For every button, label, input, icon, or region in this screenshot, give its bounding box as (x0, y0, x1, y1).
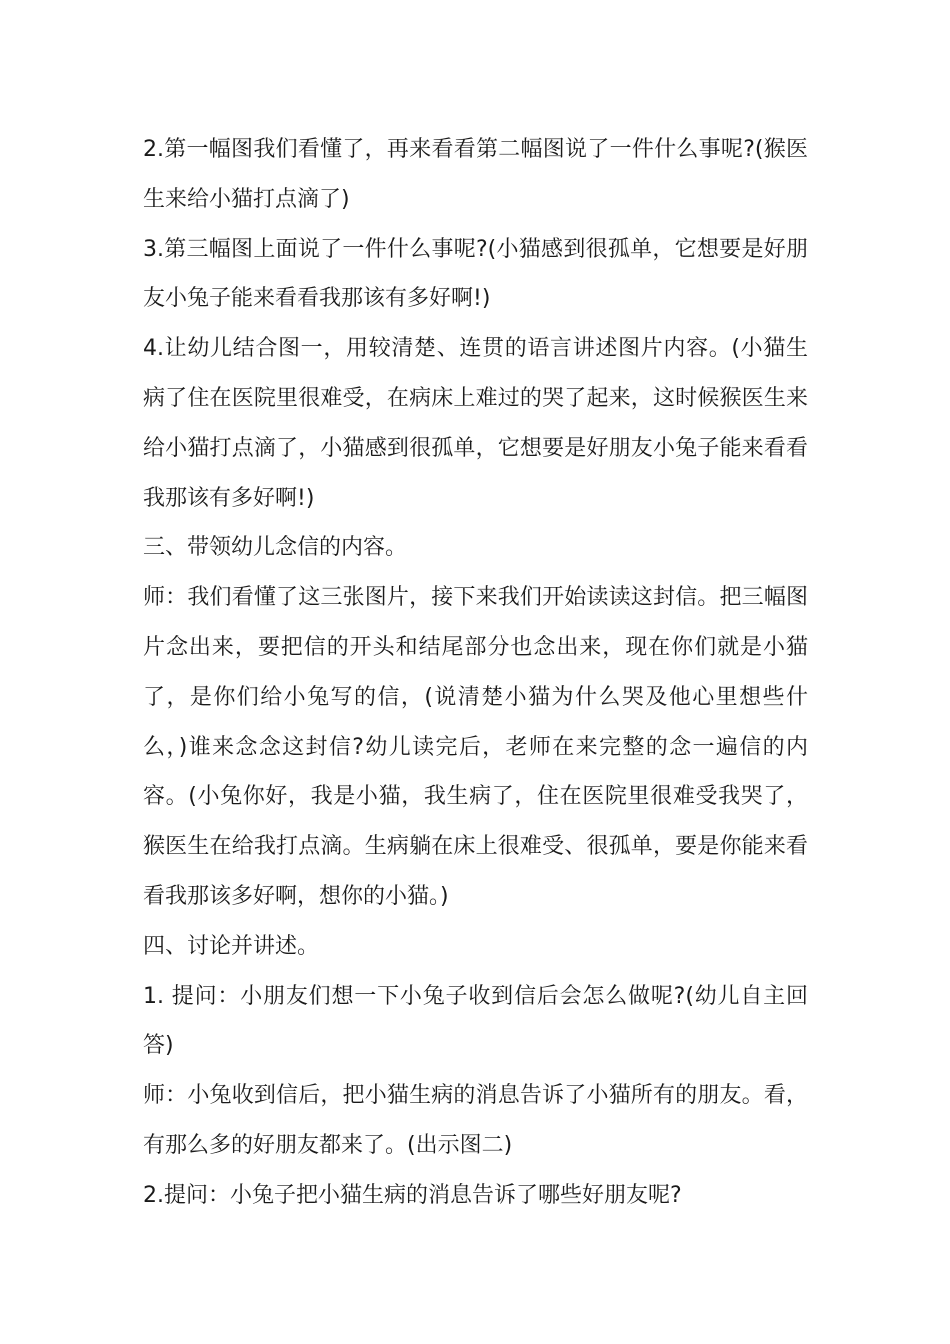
paragraph-question-2: 2.第一幅图我们看懂了，再来看看第二幅图说了一件什么事呢?(猴医生来给小猫打点滴了) (143, 137, 808, 212)
section-heading-4: 四、讨论并讲述。 (143, 933, 320, 959)
section-heading-3: 三、带领幼儿念信的内容。 (143, 535, 408, 561)
paragraph-teacher-friends: 师：小兔收到信后，把小猫生病的消息告诉了小猫所有的朋友。看，有那么多的好朋友都来了。(出示图二) (143, 1083, 808, 1158)
paragraph-discussion-question-1: 1. 提问：小朋友们想一下小兔子收到信后会怎么做呢?(幼儿自主回答) (143, 983, 808, 1059)
document-body (143, 125, 808, 1221)
paragraph-teacher-letter: 师：我们看懂了这三张图片，接下来我们开始读读这封信。把三幅图片念出来，要把信的开头和结尾部分也念出来，现在你们就是小猫了，是你们给小兔写的信，(说清楚小猫为什么哭及他心里想些什么，)谁来念念这封信?幼儿读完后，老师在来完整的念一遍信的内容。(小兔你好，我是小猫，我生病了，住在医院里很难受我哭了，猴医生在给我打点滴。生病躺在床上很难受、很孤单，要是你能来看看我那该多好啊，想你的小猫。) (143, 585, 808, 909)
paragraph-question-4: 4.让幼儿结合图一，用较清楚、连贯的语言讲述图片内容。(小猫生病了住在医院里很难受，在病床上难过的哭了起来，这时候猴医生来给小猫打点滴了，小猫感到很孤单，它想要是好朋友小兔子能来看看我那该有多好啊!) (143, 336, 808, 511)
paragraph-discussion-question-2: 2.提问：小兔子把小猫生病的消息告诉了哪些好朋友呢? (143, 1182, 682, 1208)
paragraph-question-3: 3.第三幅图上面说了一件什么事呢?(小猫感到很孤单，它想要是好朋友小兔子能来看看我那该有多好啊!) (143, 236, 808, 312)
